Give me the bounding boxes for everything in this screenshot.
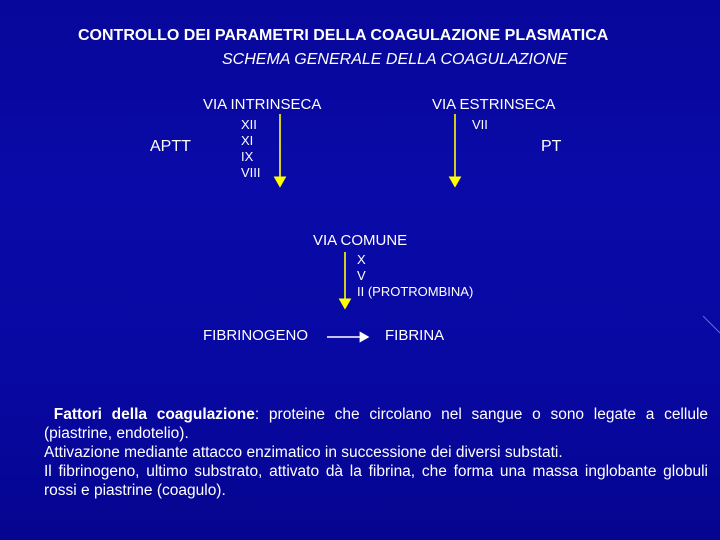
description-paragraph-1 bbox=[44, 405, 708, 443]
description-paragraph-2: Attivazione mediante attacco enzimatico in successione dei diversi substati. bbox=[44, 444, 563, 461]
description-paragraph-3: Il fibrinogeno, ultimo substrato, attivato dà la fibrina, che forma una massa inglobante globuli rossi e piastrine (coagulo). bbox=[44, 463, 708, 499]
factor-xii: XII bbox=[241, 117, 257, 132]
slide-subtitle: SCHEMA GENERALE DELLA COAGULAZIONE bbox=[222, 51, 568, 68]
factor-ix: IX bbox=[241, 149, 254, 164]
decorative-line bbox=[703, 316, 720, 333]
fibrinogeno-label: FIBRINOGENO bbox=[203, 327, 309, 344]
aptt-label: APTT bbox=[150, 138, 191, 155]
factor-ii: II (PROTROMBINA) bbox=[357, 284, 474, 299]
factors-definition: : proteine che circolano nel sangue o sono legate a cellule (piastrine, endotelio). bbox=[44, 406, 709, 442]
slide-title: CONTROLLO DEI PARAMETRI DELLA COAGULAZIONE PLASMATICA bbox=[78, 27, 609, 44]
via-comune-label: VIA COMUNE bbox=[313, 232, 408, 249]
factor-v: V bbox=[357, 268, 366, 283]
description-text bbox=[44, 405, 708, 500]
via-intrinseca-label: VIA INTRINSECA bbox=[203, 96, 322, 113]
via-estrinseca-label: VIA ESTRINSECA bbox=[432, 96, 556, 113]
factor-viii: VIII bbox=[241, 165, 261, 180]
factor-x: X bbox=[357, 252, 366, 267]
fibrina-label: FIBRINA bbox=[385, 327, 445, 344]
pt-label: PT bbox=[541, 138, 562, 155]
factor-xi: XI bbox=[241, 133, 254, 148]
factors-term: Fattori della coagulazione bbox=[53, 406, 255, 423]
factor-vii: VII bbox=[472, 117, 488, 132]
